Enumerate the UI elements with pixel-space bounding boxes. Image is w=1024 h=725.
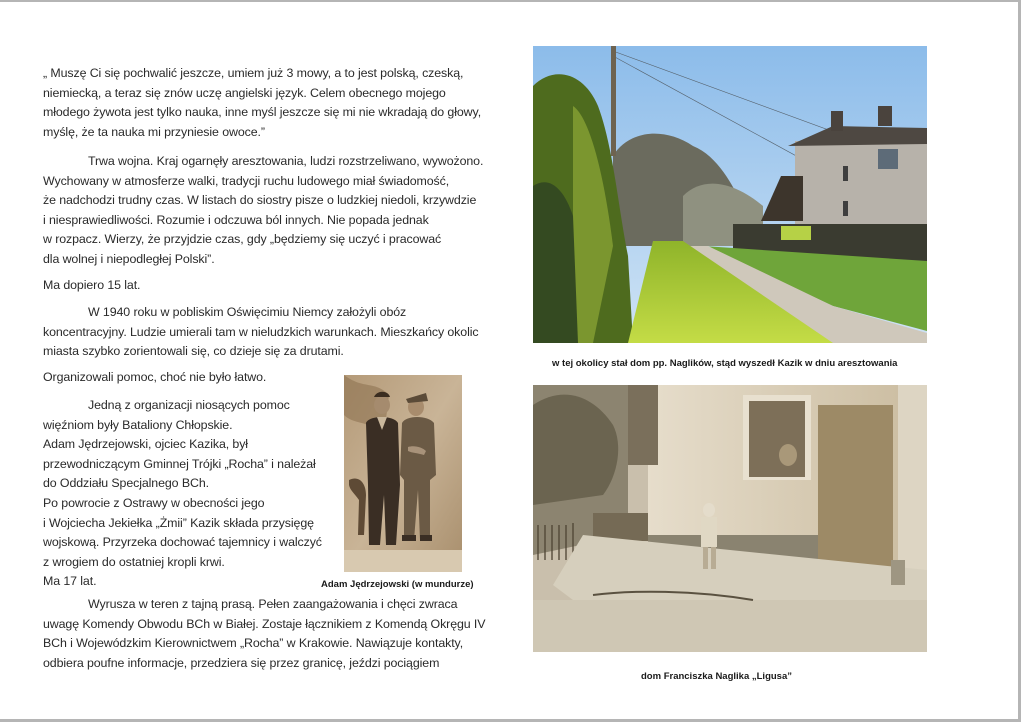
- street-photo: [533, 46, 927, 343]
- text-line: koncentracyjny. Ludzie umierali tam w nieludzkich warunkach. Mieszkańcy okolic: [43, 324, 479, 339]
- text-line: uwagę Komendy Obwodu BCh w Białej. Zostaje łącznikiem z Komendą Okręgu IV: [43, 616, 486, 631]
- press-paragraph: [43, 595, 485, 673]
- text-line: Wychowany w atmosferze walki, tradycji ruchu ludowego miał świadomość,: [43, 173, 450, 188]
- portrait-photo: [344, 375, 462, 572]
- old-house-photo: [533, 385, 927, 652]
- text-line: z wrogiem do ostatniej kropli krwi.: [43, 554, 225, 569]
- text-line: Adam Jędrzejowski, ojciec Kazika, był: [43, 437, 248, 452]
- text-line: Jedną z organizacji niosących pomoc: [88, 398, 290, 412]
- text-line: BCh i Wojewódzkim Kierownictwem „Rocha” w Krakowie. Nawiązuje kontakty,: [43, 636, 464, 651]
- text-line: W 1940 roku w pobliskim Oświęcimiu Niemcy założyli obóz: [88, 305, 407, 319]
- text-line: miasta szybko zorientowali się, co dzieje się za drutami.: [43, 344, 344, 359]
- text-line: dla wolnej i niepodległej Polski”.: [43, 251, 215, 266]
- text-line: odbiera poufne informacje, przedziera się przez granicę, jeździ pociągiem: [43, 655, 440, 670]
- text-line: i Wojciecha Jekiełka „Żmii” Kazik składa przysięgę: [43, 515, 314, 530]
- text-line: Ma 17 lat.: [43, 574, 97, 589]
- text-line: Organizowali pomoc, choć nie było łatwo.: [43, 370, 267, 384]
- text-line: wojskową. Przyrzeka dochować tajemnicy i walczyć: [43, 535, 322, 550]
- portrait-caption: Adam Jędrzejowski (w mundurze): [321, 579, 474, 590]
- quote-paragraph: [43, 64, 481, 142]
- text-line: Trwa wojna. Kraj ogarnęły aresztowania, ludzi rozstrzeliwano, wywożono.: [88, 154, 484, 168]
- text-line: do Oddziału Specjalnego BCh.: [43, 476, 209, 491]
- camp-paragraph: [43, 303, 478, 362]
- help-line: [43, 368, 266, 388]
- text-line: więźniom były Bataliony Chłopskie.: [43, 417, 233, 432]
- text-line: i niesprawiedliwości. Rozumie i odczuwa ból innych. Nie popada jednak: [43, 212, 429, 227]
- text-line: myślę, że ta nauka mi przyniesie owoce.”: [43, 124, 265, 139]
- text-line: „ Muszę Ci się pochwalić jeszcze, umiem już 3 mowy, a to jest polską, czeską,: [43, 66, 464, 80]
- bch-paragraph: [43, 396, 322, 592]
- old-house-photo-caption: dom Franciszka Naglika „Ligusa”: [641, 671, 792, 682]
- text-line: że nadchodzi trudny czas. W listach do siostry pisze o ludzkiej niedoli, krzywdzie: [43, 193, 477, 208]
- war-paragraph: [43, 152, 483, 270]
- text-line: niemiecką, a teraz się znów uczę angielski język. Celem obecnego mojego: [43, 85, 446, 100]
- street-photo-caption: w tej okolicy stał dom pp. Naglików, stąd wyszedł Kazik w dniu aresztowania: [552, 358, 898, 369]
- text-line: w rozpacz. Wierzy, że przyjdzie czas, gdy „będziemy się uczyć i pracować: [43, 232, 442, 247]
- text-line: przewodniczącym Gminnej Trójki „Rocha” i należał: [43, 456, 316, 471]
- text-line: Po powrocie z Ostrawy w obecności jego: [43, 495, 265, 510]
- text-line: młodego żywota jest tylko nauka, inne myśl jeszcze się mi nie wkradają do głowy,: [43, 105, 482, 120]
- text-line: Wyrusza w teren z tajną prasą. Pełen zaangażowania i chęci zwraca: [88, 597, 458, 611]
- text-line: Ma dopiero 15 lat.: [43, 278, 141, 292]
- age-15-line: [43, 276, 140, 296]
